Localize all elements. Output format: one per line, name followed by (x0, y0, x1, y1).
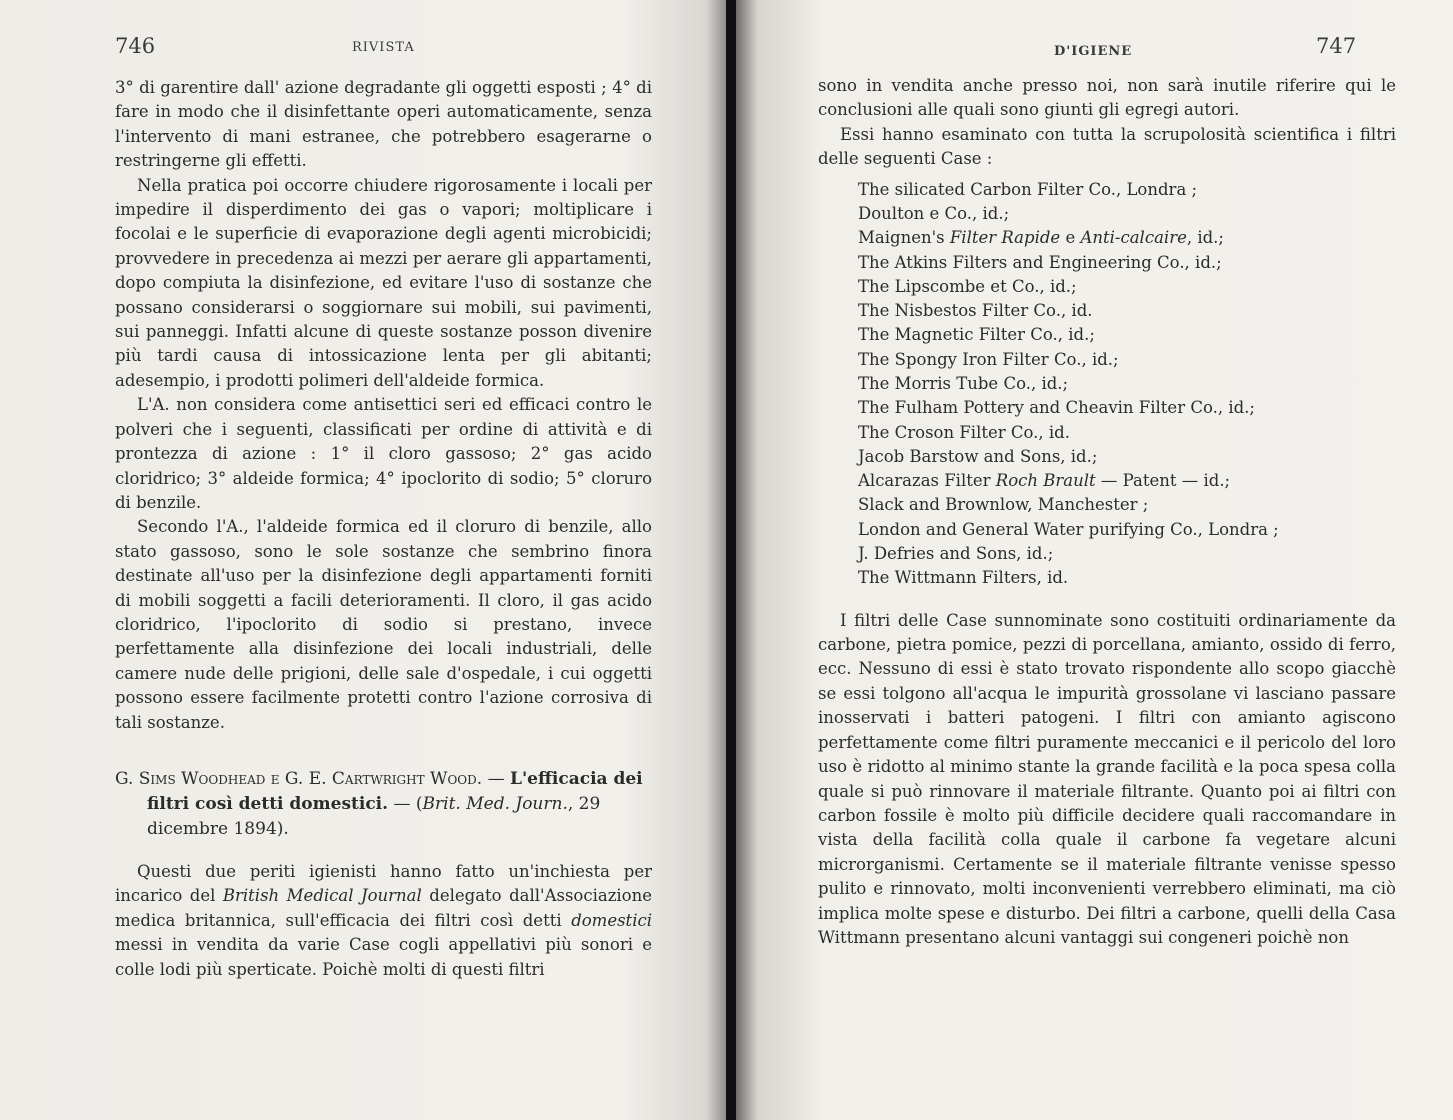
list-item: The Wittmann Filters, id. (858, 568, 1069, 588)
article-authors: G. Sims Woodhead e G. E. Cartwright Wood. — (115, 768, 505, 789)
article-title: L'efficacia dei filtri così detti domestici. (147, 768, 643, 814)
list-item: Alcarazas Filter Roch Brault — Patent — id.; (858, 471, 1231, 491)
paragraph: sono in vendita anche presso noi, non sarà inutile riferire qui le conclusioni alle quali sono giunti gli egregi autori. (818, 76, 1396, 120)
list-item: The Morris Tube Co., id.; (858, 374, 1069, 393)
list-item: The Fulham Pottery and Cheavin Filter Co., id.; (858, 398, 1255, 418)
list-item: Maignen's Filter Rapide e Anti-calcaire, id.; (858, 228, 1224, 248)
list-item: The Atkins Filters and Engineering Co., id.; (858, 252, 1222, 272)
paragraph: Nella pratica poi occorre chiudere rigorosamente i locali per impedire il disperdimento dei gas o vapori; moltiplicare i focolai e le superficie di evaporazione degli agenti microbicidi; provvedere in precedenza ai mezzi per aerare gli appartamenti, dopo compiuta la disinfezione, ed evitare l'uso di sostanze che possano considerarsi o soggiornare sui mobili, sui pavimenti, sui panneggi. Infatti alcune di queste sostanze posson divenire più tardi causa di intossicazione lenta per gli abitanti; adesempio, i prodotti polimeri dell'aldeide formica. (115, 175, 652, 390)
list-item: The Nisbestos Filter Co., id. (858, 301, 1093, 321)
list-item: The Lipscombe et Co., id.; (858, 276, 1077, 296)
list-item: Slack and Brownlow, Manchester ; (858, 495, 1149, 515)
filter-list (858, 178, 1396, 591)
running-head: RIVISTA (352, 40, 415, 55)
list-item: Jacob Barstow and Sons, id.; (858, 446, 1098, 466)
list-item: Doulton e Co., id.; (858, 203, 1010, 223)
list-item: The Magnetic Filter Co., id.; (858, 325, 1095, 345)
body-text (818, 74, 1396, 950)
right-page (736, 0, 1453, 1120)
article-heading: G. Sims Woodhead e G. E. Cartwright Wood. — L'efficacia dei filtri così detti domestici. — (Brit. Med. Journ., 29 dicembre 1894). (115, 768, 643, 839)
paragraph: Secondo l'A., l'aldeide formica ed il cloruro di benzile, allo stato gassoso, sono le sole sostanze che sembrino finora destinate all'uso per la disinfezione degli appartamenti forniti di mobili soggetti a facili deterioramenti. Il cloro, il gas acido cloridrico, l'ipoclorito di sodio si prestano, invece perfettamente alla disinfezione dei locali industriali, delle camere nude delle prigioni, delle sale d'ospedale, i cui oggetti possono essere facilmente protetti contro l'azione corrosiva di tali sostanze. (115, 517, 652, 732)
list-item: J. Defries and Sons, id.; (858, 544, 1054, 564)
list-item: The silicated Carbon Filter Co., Londra ; (858, 179, 1198, 199)
paragraph: 3° di garentire dall' azione degradante gli oggetti esposti ; 4° di fare in modo che il disinfettante operi automaticamente, senza l'intervento di mani estranee, che potrebbero esagerarne o restringerne gli effetti. (115, 78, 652, 171)
list-item: The Croson Filter Co., id. (858, 422, 1070, 442)
list-item: The Spongy Iron Filter Co., id.; (858, 349, 1119, 369)
running-head: D'IGIENE (1054, 44, 1133, 59)
body-text (115, 76, 652, 982)
list-item: London and General Water purifying Co., Londra ; (858, 519, 1279, 539)
article-date: , 29 dicembre 1894). (147, 793, 601, 839)
journal-name: Brit. Med. Journ. (422, 793, 568, 814)
page-number: 746 (115, 34, 156, 58)
paragraph: L'A. non considera come antisettici seri ed efficaci contro le polveri che i seguenti, classificati per ordine di attività e di prontezza di azione : 1° il cloro gassoso; 2° gas acido cloridrico; 3° aldeide formica; 4° ipoclorito di sodio; 5° cloruro di benzile. (115, 395, 652, 512)
paragraph: Essi hanno esaminato con tutta la scrupolosità scientifica i filtri delle seguenti Case : (818, 124, 1396, 169)
paragraph: Questi due periti igienisti hanno fatto un'inchiesta per incarico del British Medical Journal delegato dall'Associazione medica britannica, sull'efficacia dei filtri così detti domestici messi in vendita da varie Case cogli appellativi più sonori e colle lodi più sperticate. Poichè molti di questi filtri (115, 861, 653, 979)
paragraph: I filtri delle Case sunnominate sono costituiti ordinariamente da carbone, pietra pomice, pezzi di porcellana, amianto, ossido di ferro, ecc. Nessuno di essi è stato trovato rispondente allo scopo giacchè se essi tolgono all'acqua le impurità grossolane vi lasciano passare inosservati i batteri patogeni. I filtri con amianto agiscono perfettamente come filtri puramente meccanici e il pericolo del loro uso è ridotto al minimo stante la grande facilità e la poca spesa colla quale si può rinnovare il materiale filtrante. Quanto poi ai filtri con carbon fossile è molto più difficile decidere quali raccomandare in vista della facilità colla quale il carbone fa vegetare alcuni microrganismi. Certamente se il materiale filtrante venisse spesso pulito e rinnovato, molti inconvenienti verrebbero eliminati, ma ciò implica molte spese e disturbo. Dei filtri a carbone, quelli della Casa Wittmann presentano alcuni vantaggi sui congeneri poichè non (818, 610, 1396, 947)
page-number: 747 (1316, 34, 1357, 58)
